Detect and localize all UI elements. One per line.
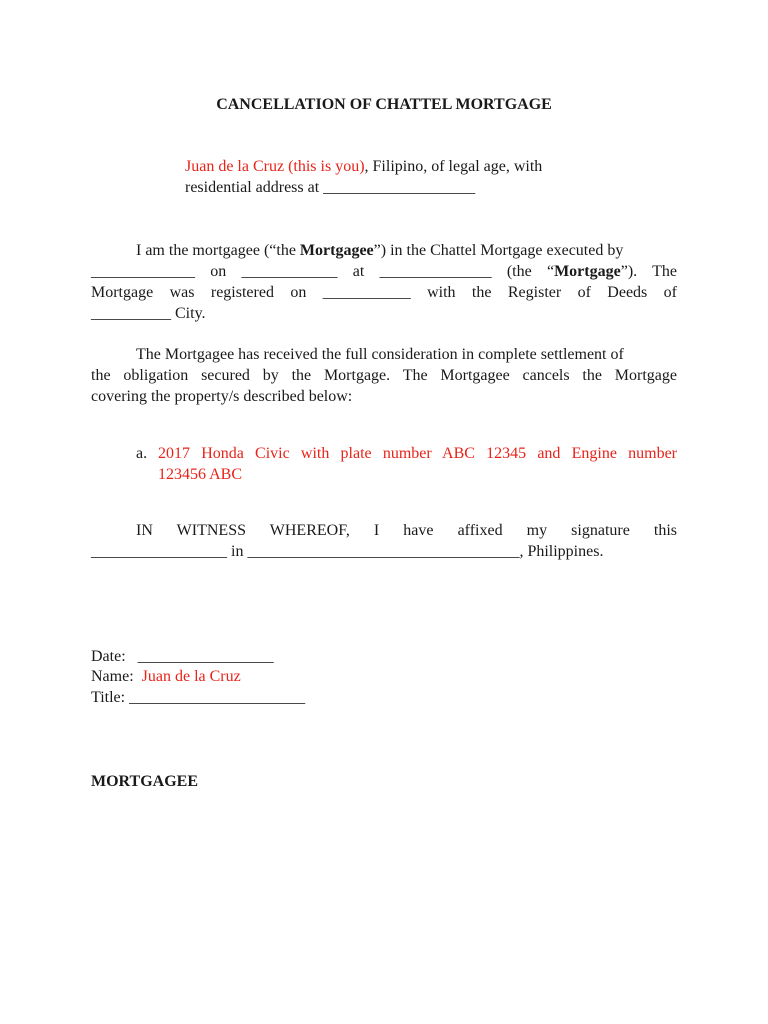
- property-line-2: 123456 ABC: [158, 466, 243, 483]
- date-label: Date:: [91, 648, 126, 665]
- title-row: [91, 687, 305, 708]
- para1-text: ”) in the Chattel Mortgage executed by: [373, 242, 624, 259]
- name-label: Name:: [91, 668, 134, 685]
- intro-line-1: [185, 156, 542, 177]
- para1-text: I am the mortgagee (“the: [136, 242, 300, 259]
- witness-line-1: IN WITNESS WHEREOF, I have affixed my signature this: [136, 522, 677, 539]
- witness-line-2: _________________ in __________________________________, Philippines.: [91, 543, 604, 560]
- mortgagee-term: Mortgagee: [299, 242, 374, 259]
- title-label: Title:: [91, 689, 126, 706]
- para2-line-1: The Mortgagee has received the full consideration in complete settlement of: [136, 346, 624, 363]
- document-title: CANCELLATION OF CHATTEL MORTGAGE: [216, 96, 552, 113]
- date-field: _________________: [137, 648, 274, 665]
- para2-line-3: covering the property/s described below:: [91, 388, 353, 405]
- property-line-1: 2017 Honda Civic with plate number ABC 12345 and Engine number: [158, 445, 677, 462]
- party-name: Juan de la Cruz (this is you): [185, 158, 365, 175]
- para1-line-3: Mortgage was registered on ___________ with the Register of Deeds of: [91, 284, 677, 301]
- title-field: ______________________: [129, 689, 306, 706]
- para1-line-2: [91, 261, 677, 282]
- signatory-name: Juan de la Cruz: [141, 668, 241, 685]
- property-marker: a.: [136, 445, 148, 462]
- intro-rest: , Filipino, of legal age, with: [364, 158, 543, 175]
- para1-line-1: [136, 240, 623, 261]
- intro-line-2: residential address at ___________________: [185, 179, 476, 196]
- name-row: [91, 666, 241, 687]
- date-row: [91, 646, 274, 667]
- para2-line-2: the obligation secured by the Mortgage. The Mortgagee cancels the Mortgage: [91, 367, 677, 384]
- para1-line-4: __________ City.: [91, 305, 206, 322]
- para1-text: ”). The: [620, 263, 677, 280]
- mortgagee-footer: MORTGAGEE: [91, 773, 198, 790]
- para1-text: _____________ on ____________ at ______________ (the “: [91, 263, 555, 280]
- mortgage-term: Mortgage: [554, 263, 621, 280]
